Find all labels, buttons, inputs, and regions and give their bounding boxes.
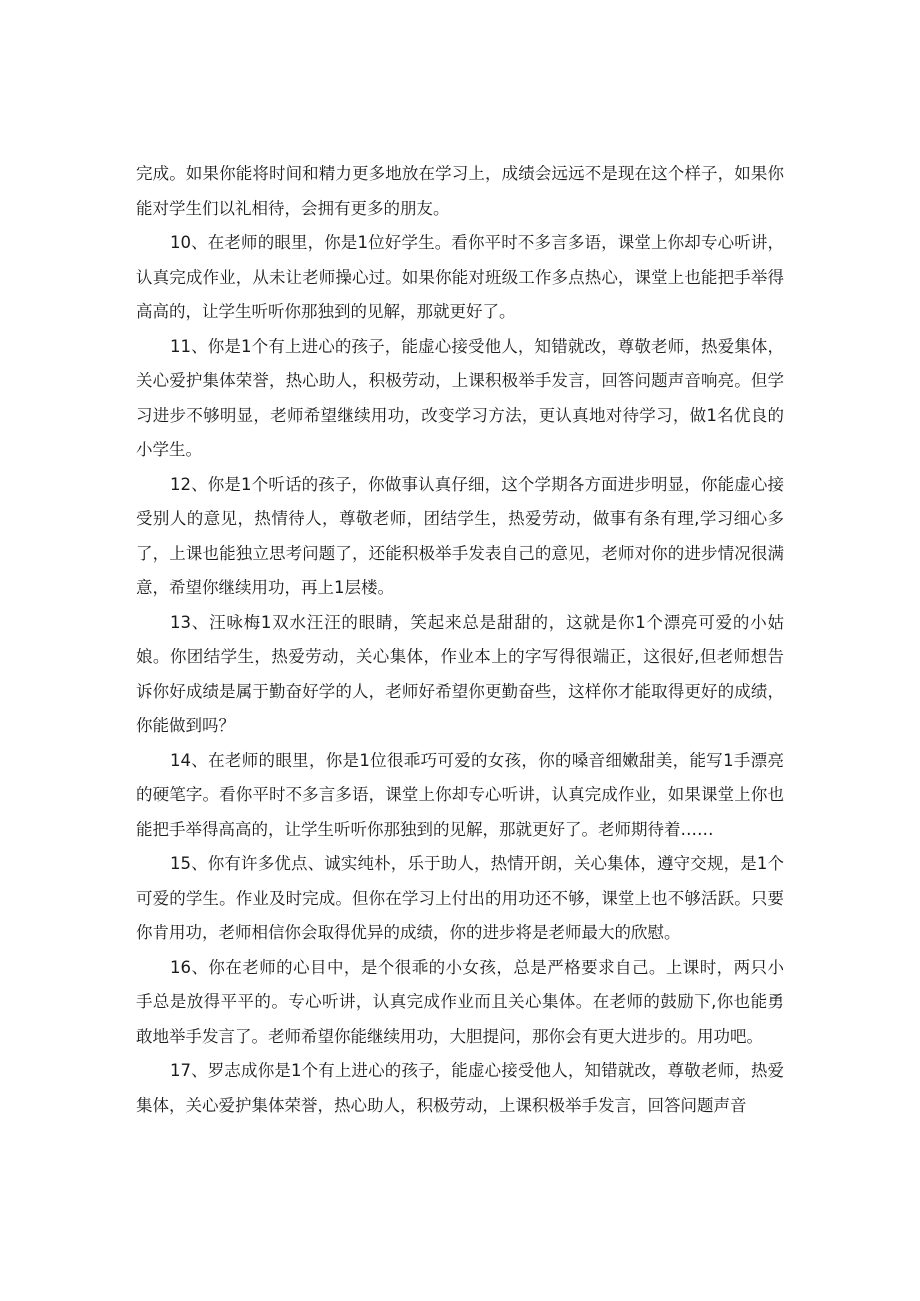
paragraph-comment-10: 10、在老师的眼里，你是1位好学生。看你平时不多言多语，课堂上你却专心听讲，认真完成作业，从未让老师操心过。如果你能对班级工作多点热心，课堂上也能把手举得高高的，让学生听听你那独到的见解，那就更好了。 [136,233,784,321]
paragraph-continuation: 完成。如果你能将时间和精力更多地放在学习上，成绩会远远不是现在这个样子，如果你能对学生们以礼相待，会拥有更多的朋友。 [136,164,784,218]
paragraph-comment-12: 12、你是1个听话的孩子，你做事认真仔细，这个学期各方面进步明显，你能虚心接受别人的意见，热情待人，尊敬老师，团结学生，热爱劳动，做事有条有理,学习细心多了，上课也能独立思考问题了，还能积极举手发表自己的意见，老师对你的进步情况很满意，希望你继续用功，再上1层楼。 [136,474,784,597]
paragraph-comment-15: 15、你有许多优点、诚实纯朴，乐于助人，热情开朗，关心集体，遵守交规，是1个可爱的学生。作业及时完成。但你在学习上付出的用功还不够，课堂上也不够活跃。只要你肯用功，老师相信你会取得优异的成绩，你的进步将是老师最大的欣慰。 [136,854,784,942]
paragraph-comment-11: 11、你是1个有上进心的孩子，能虚心接受他人，知错就改，尊敬老师，热爱集体，关心爱护集体荣誉，热心助人，积极劳动，上课积极举手发言，回答问题声音响亮。但学习进步不够明显，老师希望继续用功，改变学习方法，更认真地对待学习，做1名优良的小学生。 [136,336,784,459]
paragraph-comment-13: 13、汪咏梅1双水汪汪的眼睛，笑起来总是甜甜的，这就是你1个漂亮可爱的小姑娘。你团结学生，热爱劳动，关心集体，作业本上的字写得很端正，这很好,但老师想告诉你好成绩是属于勤奋好学的人，老师好希望你更勤奋些，这样你才能取得更好的成绩，你能做到吗？ [136,612,784,735]
document-body [136,157,784,1123]
paragraph-comment-17: 17、罗志成你是1个有上进心的孩子，能虚心接受他人，知错就改，尊敬老师，热爱集体，关心爱护集体荣誉，热心助人，积极劳动，上课积极举手发言，回答问题声音 [136,1061,784,1115]
paragraph-comment-14: 14、在老师的眼里，你是1位很乖巧可爱的女孩，你的嗓音细嫩甜美，能写1手漂亮的硬笔字。看你平时不多言多语，课堂上你却专心听讲，认真完成作业，如果课堂上你也能把手举得高高的，让学生听听你那独到的见解，那就更好了。老师期待着…… [136,750,784,839]
paragraph-comment-16: 16、你在老师的心目中，是个很乖的小女孩，总是严格要求自己。上课时，两只小手总是放得平平的。专心听讲，认真完成作业而且关心集体。在老师的鼓励下,你也能勇敢地举手发言了。老师希望你能继续用功，大胆提问，那你会有更大进步的。用功吧。 [136,957,784,1046]
